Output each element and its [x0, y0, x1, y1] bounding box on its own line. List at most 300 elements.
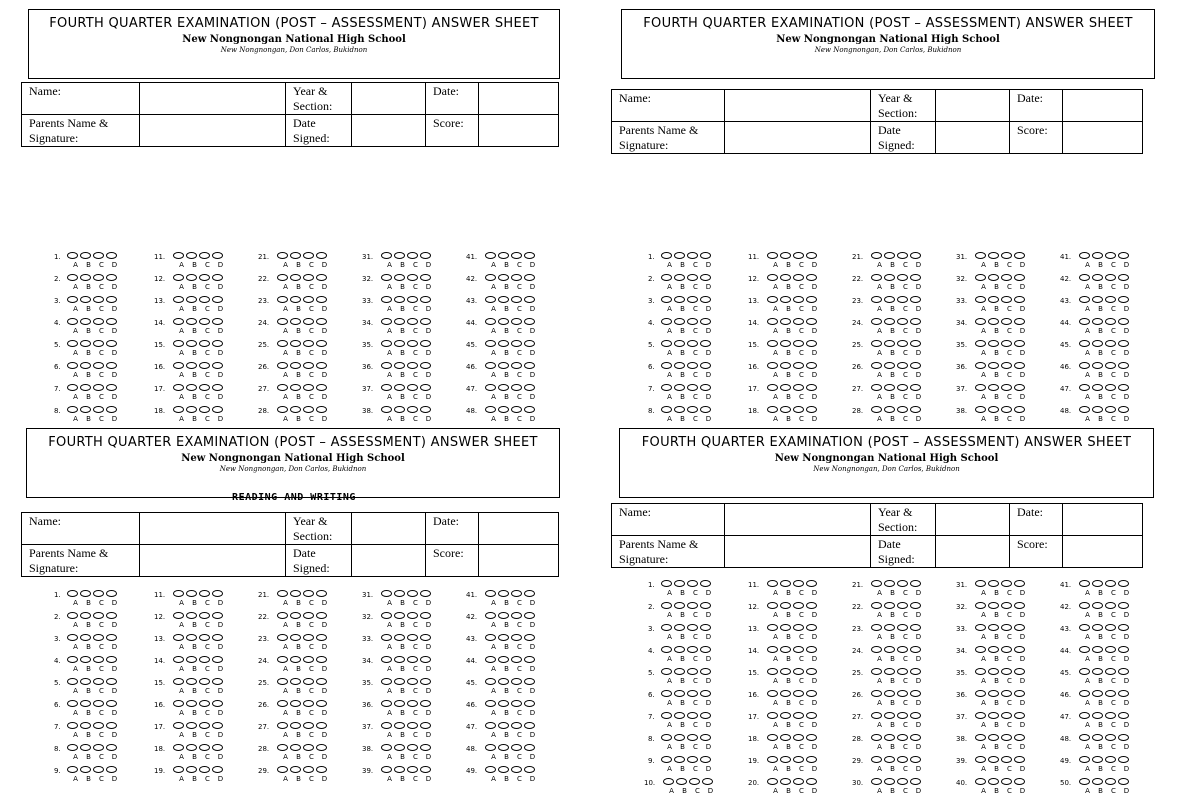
answer-bubble-a[interactable]: [277, 340, 288, 347]
answer-bubble-d[interactable]: [524, 590, 535, 597]
answer-bubble-a[interactable]: [67, 362, 78, 369]
answer-bubble-b[interactable]: [780, 340, 791, 347]
answer-bubble-a[interactable]: [975, 384, 986, 391]
answer-bubble-a[interactable]: [277, 406, 288, 413]
answer-bubble-c[interactable]: [303, 590, 314, 597]
answer-bubble-c[interactable]: [793, 384, 804, 391]
answer-bubble-d[interactable]: [524, 318, 535, 325]
answer-bubble-d[interactable]: [524, 274, 535, 281]
answer-bubble-a[interactable]: [277, 766, 288, 773]
answer-bubble-c[interactable]: [1105, 406, 1116, 413]
answer-bubble-a[interactable]: [485, 296, 496, 303]
answer-bubble-c[interactable]: [897, 778, 908, 785]
answer-bubble-c[interactable]: [303, 274, 314, 281]
answer-bubble-d[interactable]: [910, 362, 921, 369]
answer-bubble-d[interactable]: [524, 362, 535, 369]
answer-bubble-b[interactable]: [1092, 624, 1103, 631]
year-section-field[interactable]: [352, 83, 426, 115]
answer-bubble-d[interactable]: [700, 384, 711, 391]
answer-bubble-a[interactable]: [661, 734, 672, 741]
answer-bubble-a[interactable]: [67, 656, 78, 663]
answer-bubble-b[interactable]: [1092, 406, 1103, 413]
answer-bubble-a[interactable]: [975, 274, 986, 281]
answer-bubble-c[interactable]: [897, 384, 908, 391]
answer-bubble-a[interactable]: [661, 340, 672, 347]
answer-bubble-d[interactable]: [700, 690, 711, 697]
answer-bubble-a[interactable]: [975, 318, 986, 325]
name-field[interactable]: [725, 90, 871, 122]
answer-bubble-c[interactable]: [897, 406, 908, 413]
answer-bubble-b[interactable]: [186, 678, 197, 685]
answer-bubble-b[interactable]: [498, 296, 509, 303]
answer-bubble-c[interactable]: [897, 340, 908, 347]
answer-bubble-c[interactable]: [199, 700, 210, 707]
answer-bubble-d[interactable]: [420, 700, 431, 707]
answer-bubble-c[interactable]: [511, 766, 522, 773]
answer-bubble-b[interactable]: [676, 778, 687, 785]
answer-bubble-b[interactable]: [780, 690, 791, 697]
answer-bubble-b[interactable]: [1092, 690, 1103, 697]
answer-bubble-b[interactable]: [1092, 778, 1103, 785]
answer-bubble-d[interactable]: [524, 612, 535, 619]
answer-bubble-c[interactable]: [93, 700, 104, 707]
answer-bubble-d[interactable]: [420, 634, 431, 641]
answer-bubble-d[interactable]: [806, 274, 817, 281]
answer-bubble-c[interactable]: [793, 734, 804, 741]
answer-bubble-a[interactable]: [871, 406, 882, 413]
answer-bubble-d[interactable]: [1014, 712, 1025, 719]
answer-bubble-c[interactable]: [1105, 756, 1116, 763]
answer-bubble-c[interactable]: [303, 252, 314, 259]
answer-bubble-c[interactable]: [199, 744, 210, 751]
answer-bubble-a[interactable]: [975, 602, 986, 609]
answer-bubble-b[interactable]: [780, 252, 791, 259]
date-signed-field[interactable]: [352, 115, 426, 147]
answer-bubble-a[interactable]: [277, 318, 288, 325]
answer-bubble-c[interactable]: [1105, 384, 1116, 391]
answer-bubble-d[interactable]: [1118, 252, 1129, 259]
answer-bubble-a[interactable]: [661, 690, 672, 697]
answer-bubble-a[interactable]: [381, 590, 392, 597]
answer-bubble-a[interactable]: [661, 252, 672, 259]
answer-bubble-b[interactable]: [80, 362, 91, 369]
answer-bubble-b[interactable]: [498, 700, 509, 707]
answer-bubble-a[interactable]: [975, 756, 986, 763]
answer-bubble-b[interactable]: [290, 384, 301, 391]
answer-bubble-a[interactable]: [871, 690, 882, 697]
answer-bubble-b[interactable]: [884, 252, 895, 259]
answer-bubble-d[interactable]: [212, 656, 223, 663]
answer-bubble-a[interactable]: [1079, 668, 1090, 675]
answer-bubble-c[interactable]: [407, 406, 418, 413]
answer-bubble-a[interactable]: [767, 362, 778, 369]
answer-bubble-b[interactable]: [988, 406, 999, 413]
answer-bubble-b[interactable]: [674, 602, 685, 609]
answer-bubble-a[interactable]: [67, 766, 78, 773]
answer-bubble-c[interactable]: [93, 612, 104, 619]
answer-bubble-d[interactable]: [524, 384, 535, 391]
answer-bubble-d[interactable]: [212, 722, 223, 729]
answer-bubble-b[interactable]: [80, 678, 91, 685]
answer-bubble-d[interactable]: [700, 318, 711, 325]
answer-bubble-d[interactable]: [910, 384, 921, 391]
answer-bubble-d[interactable]: [316, 252, 327, 259]
answer-bubble-d[interactable]: [1118, 646, 1129, 653]
answer-bubble-d[interactable]: [316, 590, 327, 597]
answer-bubble-c[interactable]: [199, 274, 210, 281]
answer-bubble-c[interactable]: [1001, 646, 1012, 653]
answer-bubble-b[interactable]: [80, 700, 91, 707]
answer-bubble-a[interactable]: [67, 318, 78, 325]
answer-bubble-b[interactable]: [290, 362, 301, 369]
answer-bubble-b[interactable]: [498, 274, 509, 281]
answer-bubble-a[interactable]: [1079, 646, 1090, 653]
answer-bubble-d[interactable]: [700, 646, 711, 653]
name-field[interactable]: [140, 83, 286, 115]
answer-bubble-c[interactable]: [687, 252, 698, 259]
answer-bubble-a[interactable]: [661, 602, 672, 609]
answer-bubble-a[interactable]: [67, 296, 78, 303]
answer-bubble-c[interactable]: [93, 634, 104, 641]
answer-bubble-a[interactable]: [871, 778, 882, 785]
answer-bubble-b[interactable]: [498, 384, 509, 391]
answer-bubble-d[interactable]: [910, 646, 921, 653]
answer-bubble-c[interactable]: [407, 678, 418, 685]
answer-bubble-d[interactable]: [806, 778, 817, 785]
answer-bubble-a[interactable]: [1079, 340, 1090, 347]
answer-bubble-b[interactable]: [988, 712, 999, 719]
answer-bubble-a[interactable]: [871, 340, 882, 347]
answer-bubble-c[interactable]: [511, 722, 522, 729]
answer-bubble-c[interactable]: [1001, 384, 1012, 391]
answer-bubble-d[interactable]: [806, 318, 817, 325]
answer-bubble-b[interactable]: [394, 318, 405, 325]
answer-bubble-a[interactable]: [173, 612, 184, 619]
answer-bubble-b[interactable]: [674, 340, 685, 347]
answer-bubble-c[interactable]: [793, 668, 804, 675]
answer-bubble-b[interactable]: [186, 274, 197, 281]
answer-bubble-b[interactable]: [780, 756, 791, 763]
answer-bubble-c[interactable]: [93, 340, 104, 347]
answer-bubble-a[interactable]: [485, 722, 496, 729]
answer-bubble-c[interactable]: [793, 624, 804, 631]
answer-bubble-d[interactable]: [806, 668, 817, 675]
answer-bubble-a[interactable]: [871, 602, 882, 609]
answer-bubble-c[interactable]: [793, 318, 804, 325]
answer-bubble-d[interactable]: [316, 384, 327, 391]
answer-bubble-c[interactable]: [199, 252, 210, 259]
answer-bubble-a[interactable]: [381, 318, 392, 325]
answer-bubble-a[interactable]: [277, 678, 288, 685]
answer-bubble-b[interactable]: [674, 362, 685, 369]
answer-bubble-c[interactable]: [407, 252, 418, 259]
answer-bubble-c[interactable]: [1105, 734, 1116, 741]
answer-bubble-d[interactable]: [1014, 602, 1025, 609]
answer-bubble-d[interactable]: [806, 406, 817, 413]
answer-bubble-c[interactable]: [407, 656, 418, 663]
answer-bubble-c[interactable]: [1105, 646, 1116, 653]
answer-bubble-a[interactable]: [871, 712, 882, 719]
answer-bubble-c[interactable]: [199, 590, 210, 597]
answer-bubble-d[interactable]: [1014, 734, 1025, 741]
answer-bubble-a[interactable]: [767, 252, 778, 259]
answer-bubble-c[interactable]: [1001, 602, 1012, 609]
answer-bubble-d[interactable]: [806, 384, 817, 391]
answer-bubble-a[interactable]: [661, 712, 672, 719]
answer-bubble-a[interactable]: [485, 744, 496, 751]
answer-bubble-d[interactable]: [106, 318, 117, 325]
answer-bubble-b[interactable]: [394, 340, 405, 347]
answer-bubble-a[interactable]: [485, 318, 496, 325]
answer-bubble-d[interactable]: [1014, 580, 1025, 587]
answer-bubble-d[interactable]: [700, 756, 711, 763]
answer-bubble-c[interactable]: [687, 340, 698, 347]
answer-bubble-d[interactable]: [1118, 580, 1129, 587]
answer-bubble-a[interactable]: [277, 384, 288, 391]
answer-bubble-c[interactable]: [1105, 624, 1116, 631]
answer-bubble-d[interactable]: [1014, 690, 1025, 697]
answer-bubble-a[interactable]: [975, 580, 986, 587]
answer-bubble-b[interactable]: [186, 656, 197, 663]
answer-bubble-a[interactable]: [173, 678, 184, 685]
answer-bubble-a[interactable]: [173, 362, 184, 369]
answer-bubble-c[interactable]: [1001, 734, 1012, 741]
answer-bubble-b[interactable]: [498, 362, 509, 369]
answer-bubble-c[interactable]: [511, 318, 522, 325]
answer-bubble-c[interactable]: [199, 634, 210, 641]
answer-bubble-a[interactable]: [173, 590, 184, 597]
answer-bubble-d[interactable]: [420, 656, 431, 663]
answer-bubble-a[interactable]: [1079, 318, 1090, 325]
answer-bubble-b[interactable]: [780, 646, 791, 653]
answer-bubble-a[interactable]: [67, 700, 78, 707]
answer-bubble-b[interactable]: [884, 624, 895, 631]
answer-bubble-a[interactable]: [767, 318, 778, 325]
answer-bubble-d[interactable]: [212, 296, 223, 303]
answer-bubble-a[interactable]: [381, 274, 392, 281]
answer-bubble-b[interactable]: [674, 318, 685, 325]
answer-bubble-c[interactable]: [687, 274, 698, 281]
answer-bubble-d[interactable]: [420, 362, 431, 369]
name-field[interactable]: [725, 504, 871, 536]
answer-bubble-b[interactable]: [884, 296, 895, 303]
answer-bubble-c[interactable]: [1105, 778, 1116, 785]
answer-bubble-b[interactable]: [290, 252, 301, 259]
answer-bubble-b[interactable]: [80, 252, 91, 259]
answer-bubble-a[interactable]: [277, 612, 288, 619]
answer-bubble-a[interactable]: [173, 656, 184, 663]
answer-bubble-c[interactable]: [407, 274, 418, 281]
answer-bubble-a[interactable]: [661, 274, 672, 281]
year-section-field[interactable]: [936, 90, 1010, 122]
answer-bubble-d[interactable]: [316, 318, 327, 325]
answer-bubble-b[interactable]: [674, 734, 685, 741]
answer-bubble-b[interactable]: [186, 406, 197, 413]
answer-bubble-c[interactable]: [303, 722, 314, 729]
answer-bubble-b[interactable]: [186, 384, 197, 391]
answer-bubble-a[interactable]: [767, 602, 778, 609]
answer-bubble-a[interactable]: [661, 384, 672, 391]
answer-bubble-b[interactable]: [884, 778, 895, 785]
answer-bubble-d[interactable]: [106, 656, 117, 663]
answer-bubble-a[interactable]: [767, 646, 778, 653]
answer-bubble-d[interactable]: [524, 744, 535, 751]
answer-bubble-a[interactable]: [1079, 734, 1090, 741]
answer-bubble-a[interactable]: [277, 722, 288, 729]
answer-bubble-b[interactable]: [674, 296, 685, 303]
answer-bubble-d[interactable]: [910, 252, 921, 259]
answer-bubble-b[interactable]: [290, 296, 301, 303]
answer-bubble-c[interactable]: [511, 362, 522, 369]
answer-bubble-c[interactable]: [1001, 274, 1012, 281]
answer-bubble-a[interactable]: [767, 712, 778, 719]
answer-bubble-d[interactable]: [700, 734, 711, 741]
answer-bubble-b[interactable]: [674, 712, 685, 719]
answer-bubble-b[interactable]: [498, 656, 509, 663]
answer-bubble-c[interactable]: [1001, 778, 1012, 785]
answer-bubble-a[interactable]: [975, 690, 986, 697]
answer-bubble-b[interactable]: [674, 756, 685, 763]
answer-bubble-a[interactable]: [767, 274, 778, 281]
answer-bubble-a[interactable]: [871, 756, 882, 763]
answer-bubble-b[interactable]: [394, 590, 405, 597]
answer-bubble-d[interactable]: [1014, 624, 1025, 631]
answer-bubble-a[interactable]: [1079, 778, 1090, 785]
answer-bubble-d[interactable]: [524, 678, 535, 685]
answer-bubble-d[interactable]: [1118, 406, 1129, 413]
answer-bubble-a[interactable]: [173, 318, 184, 325]
answer-bubble-d[interactable]: [1014, 406, 1025, 413]
answer-bubble-d[interactable]: [420, 590, 431, 597]
answer-bubble-a[interactable]: [381, 340, 392, 347]
answer-bubble-a[interactable]: [381, 362, 392, 369]
answer-bubble-c[interactable]: [1105, 602, 1116, 609]
answer-bubble-c[interactable]: [511, 296, 522, 303]
answer-bubble-c[interactable]: [687, 384, 698, 391]
date-field[interactable]: [479, 513, 559, 545]
answer-bubble-c[interactable]: [511, 384, 522, 391]
answer-bubble-a[interactable]: [173, 700, 184, 707]
answer-bubble-b[interactable]: [186, 318, 197, 325]
answer-bubble-d[interactable]: [806, 602, 817, 609]
answer-bubble-d[interactable]: [1118, 602, 1129, 609]
answer-bubble-a[interactable]: [485, 252, 496, 259]
answer-bubble-c[interactable]: [303, 362, 314, 369]
answer-bubble-b[interactable]: [988, 296, 999, 303]
answer-bubble-b[interactable]: [780, 668, 791, 675]
answer-bubble-c[interactable]: [897, 318, 908, 325]
answer-bubble-b[interactable]: [290, 678, 301, 685]
answer-bubble-d[interactable]: [212, 700, 223, 707]
answer-bubble-c[interactable]: [1001, 690, 1012, 697]
answer-bubble-c[interactable]: [897, 362, 908, 369]
answer-bubble-d[interactable]: [106, 590, 117, 597]
answer-bubble-d[interactable]: [420, 318, 431, 325]
answer-bubble-d[interactable]: [1014, 274, 1025, 281]
answer-bubble-a[interactable]: [975, 668, 986, 675]
answer-bubble-c[interactable]: [511, 634, 522, 641]
answer-bubble-a[interactable]: [67, 612, 78, 619]
answer-bubble-b[interactable]: [186, 362, 197, 369]
answer-bubble-b[interactable]: [498, 744, 509, 751]
answer-bubble-b[interactable]: [186, 634, 197, 641]
parents-field[interactable]: [140, 115, 286, 147]
answer-bubble-d[interactable]: [420, 722, 431, 729]
answer-bubble-b[interactable]: [80, 656, 91, 663]
answer-bubble-b[interactable]: [1092, 252, 1103, 259]
answer-bubble-d[interactable]: [420, 406, 431, 413]
answer-bubble-a[interactable]: [67, 744, 78, 751]
answer-bubble-c[interactable]: [897, 274, 908, 281]
answer-bubble-b[interactable]: [1092, 602, 1103, 609]
answer-bubble-b[interactable]: [498, 722, 509, 729]
answer-bubble-b[interactable]: [80, 590, 91, 597]
answer-bubble-a[interactable]: [871, 384, 882, 391]
date-signed-field[interactable]: [936, 536, 1010, 568]
answer-bubble-d[interactable]: [524, 252, 535, 259]
answer-bubble-b[interactable]: [80, 384, 91, 391]
answer-bubble-d[interactable]: [106, 296, 117, 303]
answer-bubble-b[interactable]: [290, 656, 301, 663]
answer-bubble-d[interactable]: [212, 612, 223, 619]
answer-bubble-c[interactable]: [407, 340, 418, 347]
answer-bubble-a[interactable]: [767, 580, 778, 587]
answer-bubble-d[interactable]: [910, 296, 921, 303]
answer-bubble-b[interactable]: [780, 624, 791, 631]
answer-bubble-d[interactable]: [700, 362, 711, 369]
answer-bubble-b[interactable]: [780, 274, 791, 281]
answer-bubble-d[interactable]: [106, 406, 117, 413]
answer-bubble-b[interactable]: [394, 362, 405, 369]
answer-bubble-d[interactable]: [1014, 252, 1025, 259]
answer-bubble-d[interactable]: [1118, 668, 1129, 675]
answer-bubble-c[interactable]: [511, 678, 522, 685]
answer-bubble-a[interactable]: [661, 362, 672, 369]
answer-bubble-a[interactable]: [871, 624, 882, 631]
answer-bubble-b[interactable]: [988, 756, 999, 763]
answer-bubble-a[interactable]: [767, 340, 778, 347]
answer-bubble-c[interactable]: [793, 296, 804, 303]
answer-bubble-b[interactable]: [186, 296, 197, 303]
answer-bubble-a[interactable]: [661, 624, 672, 631]
answer-bubble-a[interactable]: [381, 252, 392, 259]
answer-bubble-d[interactable]: [1118, 384, 1129, 391]
answer-bubble-d[interactable]: [806, 690, 817, 697]
answer-bubble-b[interactable]: [1092, 580, 1103, 587]
answer-bubble-c[interactable]: [303, 634, 314, 641]
answer-bubble-b[interactable]: [290, 590, 301, 597]
answer-bubble-d[interactable]: [316, 634, 327, 641]
answer-bubble-d[interactable]: [524, 634, 535, 641]
answer-bubble-b[interactable]: [988, 690, 999, 697]
answer-bubble-d[interactable]: [106, 612, 117, 619]
answer-bubble-b[interactable]: [498, 766, 509, 773]
answer-bubble-d[interactable]: [106, 744, 117, 751]
answer-bubble-d[interactable]: [1118, 690, 1129, 697]
answer-bubble-b[interactable]: [884, 406, 895, 413]
score-field[interactable]: [479, 545, 559, 577]
answer-bubble-a[interactable]: [661, 296, 672, 303]
answer-bubble-d[interactable]: [316, 406, 327, 413]
answer-bubble-d[interactable]: [420, 766, 431, 773]
answer-bubble-b[interactable]: [498, 634, 509, 641]
answer-bubble-c[interactable]: [1105, 274, 1116, 281]
answer-bubble-c[interactable]: [93, 656, 104, 663]
answer-bubble-d[interactable]: [420, 384, 431, 391]
answer-bubble-d[interactable]: [420, 340, 431, 347]
answer-bubble-b[interactable]: [290, 766, 301, 773]
answer-bubble-a[interactable]: [381, 744, 392, 751]
